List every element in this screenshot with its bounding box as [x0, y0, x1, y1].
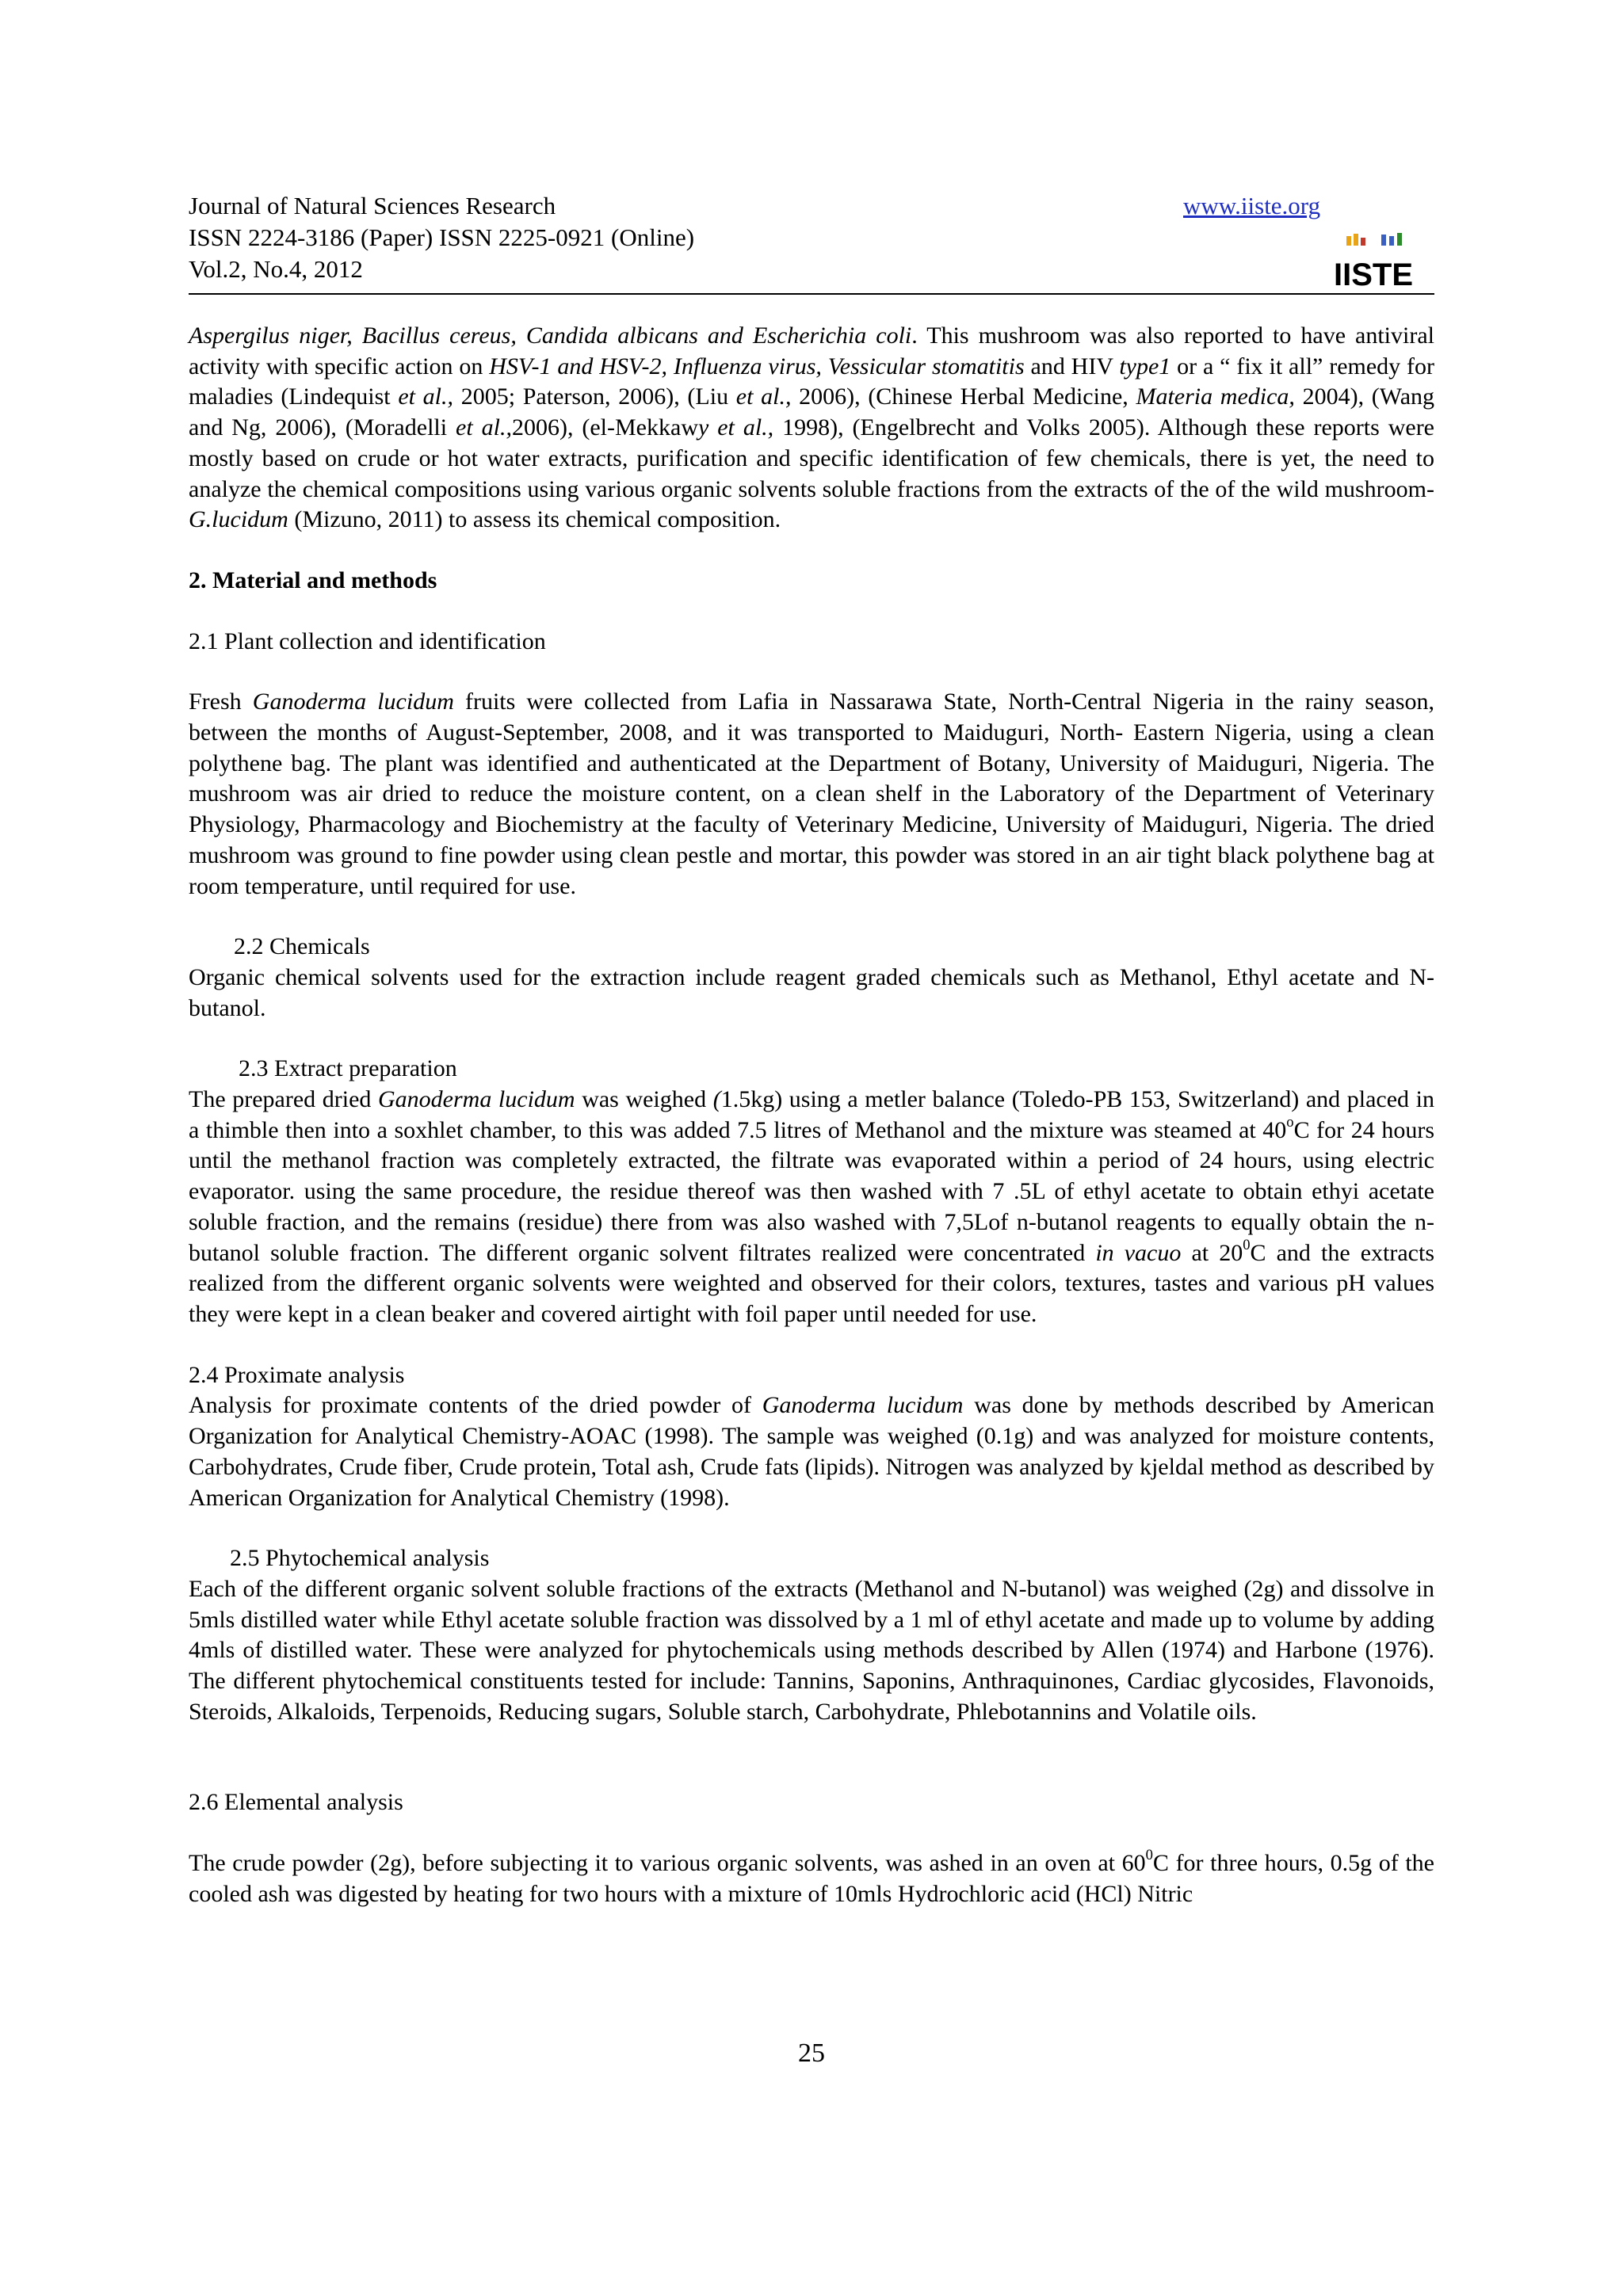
subsection-title-2-6: 2.6 Elemental analysis	[189, 1789, 403, 1816]
section-heading-materials-methods: 2. Material and methods	[189, 566, 437, 593]
page-number: 25	[798, 2039, 825, 2068]
paragraph-2-3: The prepared dried Ganoderma lucidum was weighed (1.5kg) using a metler balance (Toledo-PB 153, Switzerland) and placed in a thimble then into a soxhlet chamber, to this was added 7.5 litres of Methanol and the mixture was steamed at 40$^o$C for 24 hours until the methanol fraction was completely extracted, the filtrate was evaporated within a period of 24 hours, using electric evaporator. using the same procedure, the residue thereof was then washed with 7 .5L of ethyl acetate to obtain ethyi acetate soluble fraction, and the remains (residue) there from was also washed with 7,5Lof n-butanol reagents to equally obtain the n-butanol soluble fraction. The different organic solvent filtrates realized were concentrated in vacuo at $20^0C$ and the extracts realized from the different organic solvents were weighted and observed for their colors, textures, tastes and various pH values they were kept in a clean beaker and covered airtight with foil paper until needed for use.	[189, 1086, 1435, 1327]
intro-paragraph: Aspergilus niger, Bacillus cereus, Candida albicans and Escherichia coli. This mushroom was also reported to have antiviral activity with specific action on HSV-1 and HSV-2, Influenza virus, Vessicular stomatitis and HIV type1 or a “ fix it all” remedy for maladies (Lindequist et al., 2005; Paterson, 2006), (Liu et al., 2006), (Chinese Herbal Medicine, Materia medica, 2004), (Wang and Ng, 2006), (Moradelli et al.,2006), (el-Mekkawy et al., 1998), (Engelbrecht and Volks 2005). Although these reports were mostly based on crude or hot water extracts, purification and specific identification of few chemicals, there is yet, the need to analyze the chemical compositions using various organic solvents soluble fractions from the extracts of the of the wild mushroom-G.lucidum (Mizuno, 2011) to assess its chemical composition.	[189, 322, 1435, 533]
paragraph-2-4: Analysis for proximate contents of the dried powder of Ganoderma lucidum was done by methods described by American Organization for Analytical Chemistry-AOAC (1998). The sample was weighed (0.1g) and was analyzed for moisture contents, Carbohydrates, Crude fiber, Crude protein, Total ash, Crude fats (lipids). Nitrogen was analyzed by kjeldal method as described by American Organization for Analytical Chemistry (1998).	[189, 1392, 1434, 1511]
journal-title: Journal of Natural Sciences Research	[189, 192, 556, 219]
journal-header	[189, 190, 1434, 295]
subsection-title-2-5: 2.5 Phytochemical analysis	[230, 1545, 490, 1572]
journal-volume: Vol.2, No.4, 2012	[189, 255, 363, 283]
article-body	[189, 321, 1434, 1910]
subsection-title-2-4: 2.4 Proximate analysis	[189, 1361, 405, 1388]
iiste-logo	[1333, 231, 1414, 292]
subsection-title-2-3: 2.3 Extract preparation	[239, 1055, 457, 1082]
subsection-title-2-1: 2.1 Plant collection and identification	[189, 627, 546, 654]
iiste-logo-text: IISTE	[1333, 257, 1414, 292]
subsection-title-2-2: 2.2 Chemicals	[234, 933, 370, 960]
paragraph-2-5: Each of the different organic solvent soluble fractions of the extracts (Methanol and N-butanol) was weighed (2g) and dissolve in 5mls distilled water while Ethyl acetate soluble fraction was dissolved by a 1 ml of ethyl acetate and made up to volume by adding 4mls of distilled water. These were analyzed for phytochemicals using methods described by Allen (1974) and Harbone (1976). The different phytochemical constituents tested for include: Tannins, Saponins, Anthraquinones, Cardiac glycosides, Flavonoids, Steroids, Alkaloids, Terpenoids, Reducing sugars, Soluble starch, Carbohydrate, Phlebotannins and Volatile oils.	[189, 1575, 1434, 1725]
paragraph-2-1: Fresh Ganoderma lucidum fruits were collected from Lafia in Nassarawa State, North-Central Nigeria in the rainy season, between the months of August-September, 2008, and it was transported to Maiduguri, North- Eastern Nigeria, using a clean polythene bag. The plant was identified and authenticated at the Department of Botany, University of Maiduguri, Nigeria. The mushroom was air dried to reduce the moisture content, on a clean shelf in the Laboratory of the Department of Veterinary Physiology, Pharmacology and Biochemistry at the faculty of Veterinary Medicine, University of Maiduguri, Nigeria. The dried mushroom was ground to fine powder using clean pestle and mortar, this powder was stored in an air tight black polythene bag at room temperature, until required for use.	[189, 688, 1434, 899]
journal-website-link[interactable]: www.iiste.org	[1183, 192, 1321, 219]
paragraph-2-6: The crude powder (2g), before subjecting it to various organic solvents, was ashed in an oven at $60^0C$ for three hours, 0.5g of the cooled ash was digested by heating for two hours with a mixture of 10mls Hydrochloric acid (HCl) Nitric	[189, 1847, 1434, 1907]
paragraph-2-2: Organic chemical solvents used for the extraction include reagent graded chemicals such as Methanol, Ethyl acetate and N-butanol.	[189, 963, 1434, 1021]
journal-issn: ISSN 2224-3186 (Paper) ISSN 2225-0921 (Online)	[189, 223, 695, 251]
